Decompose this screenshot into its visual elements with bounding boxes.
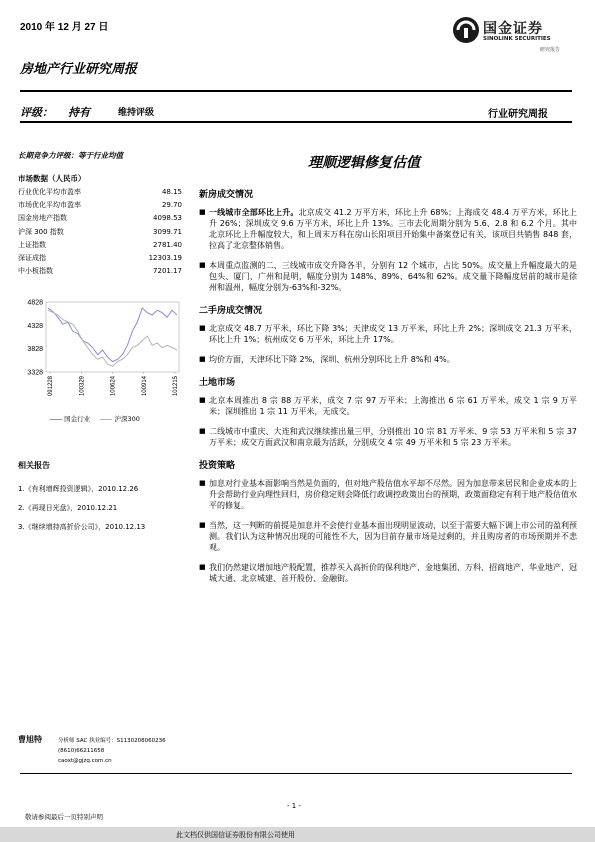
bullet-item [197, 354, 577, 365]
market-value: 2781.40 [153, 240, 182, 249]
section-title: 土地市场 [199, 378, 236, 388]
market-row [18, 265, 182, 278]
related-report-link[interactable]: 3.《继续增持高折价公司》，2010.12.13 [18, 523, 146, 531]
bullet-text: 当然，这一判断的前提是加息并不会使行业基本面出现明显波动，以至于需要大幅下调上市公司的盈利预测。我们认为这种情况出现的可能性不大，因为目前存量市场是过剩的，并且购房者的市场预期并不悲观。 [209, 521, 577, 552]
bullet-item [197, 260, 577, 293]
bullet-square-icon: ■ [199, 208, 206, 216]
market-label: 上证指数 [18, 240, 46, 249]
related-reports-list [18, 484, 183, 541]
logo-subtitle: 研究报告 [540, 47, 561, 53]
series-line-hs300 [48, 310, 177, 366]
main-title: 理顺逻辑修复估值 [308, 155, 420, 171]
market-data-table [18, 185, 182, 278]
related-report-link[interactable]: 2.《再现日光盘》，2010.12.21 [18, 504, 118, 512]
footer-divider [20, 773, 572, 774]
logo-text-en: SINOLINK SECURITIES [483, 36, 551, 42]
bullet-text: 二线城市中重庆、大连和武汉继续推出量三甲，分别推出 10 宗 81 万平米、9 宗 53 万平米和 5 宗 37 万平米；成交方面武汉和南京最为活跃，分别成交 4 宗 49 万平米和 5 宗 23 万平米。 [209, 427, 577, 447]
analyst-cert: 分析师 SAC 执业编号：S1130208060236 [58, 738, 166, 744]
legend-swatch-hs300 [100, 419, 112, 420]
x-tick-label: 101215 [173, 376, 179, 397]
series-line-industry [48, 308, 177, 362]
disclaimer: 敬请参阅最后一页特别声明 [25, 813, 103, 821]
sinolink-logo-icon [452, 16, 480, 44]
bullet-text: 北京成交 48.7 万平米，环比下降 3%；天津成交 13 万平米，环比上升 2%；深圳成交 21.3 万平米，环比上升 1%；杭州成交 6 万平米，环比上升 17%。 [209, 324, 577, 344]
x-tick-label: 100624 [110, 376, 117, 397]
bullet-square-icon: ■ [199, 563, 206, 571]
x-tick-label: 100914 [141, 376, 148, 397]
market-label: 中小板指数 [18, 267, 53, 276]
bullet-item [197, 207, 577, 251]
market-row [18, 185, 182, 198]
market-label: 国金房地产指数 [18, 214, 67, 223]
bullet-item [197, 395, 577, 417]
rating-divider [20, 121, 572, 123]
market-row [18, 198, 182, 211]
bullet-text: 我们仍然建议增加地产股配置，推荐买入高折价的保利地产、金地集团、万科、招商地产、华业地产、冠城大通、北京城建、首开股份、金融街。 [209, 563, 577, 583]
analyst-phone: (8610)66211658 [58, 748, 105, 754]
legend-swatch-industry [50, 419, 62, 420]
bullet-text: 均价方面，天津环比下降 2%，深圳、杭州分别环比上升 8%和 4%。 [209, 355, 455, 364]
bullet-item [197, 478, 577, 511]
y-tick-label: 3828 [27, 346, 43, 354]
market-value: 3099.71 [153, 227, 182, 236]
bullet-item [197, 426, 577, 448]
bullet-item [197, 562, 577, 584]
logo-text-cn: 国金证券 [483, 21, 543, 37]
x-tick-label: 100329 [79, 376, 86, 397]
footer-band [0, 827, 595, 842]
market-label: 市场优化平均市盈率 [18, 200, 81, 209]
analyst-info [58, 736, 166, 766]
market-row [18, 212, 182, 225]
bullet-square-icon: ■ [199, 355, 206, 363]
rating-note: 维持评级 [118, 108, 155, 118]
bullet-lead: 一线城市全部环比上升。 [209, 208, 299, 217]
long-term-rating: 长期竞争力评级：等于行业均值 [18, 151, 123, 160]
report-type: 行业研究周报 [488, 109, 548, 120]
market-value: 4098.53 [153, 214, 182, 223]
y-tick-label: 4328 [27, 322, 43, 330]
legend-label-hs300: 沪深300 [114, 415, 140, 423]
market-label: 沪深 300 指数 [18, 227, 64, 236]
bullet-item [197, 520, 577, 553]
section-title: 新房成交情况 [199, 190, 254, 200]
market-row [18, 225, 182, 238]
market-value: 48.15 [161, 187, 182, 196]
main-content [197, 190, 577, 597]
market-data-title: 市场数据（人民币） [18, 174, 86, 183]
market-label: 深证成指 [18, 254, 46, 263]
market-value: 29.70 [161, 200, 182, 209]
bullet-item [197, 323, 577, 345]
report-title: 房地产行业研究周报 [20, 62, 138, 77]
bullet-square-icon: ■ [199, 324, 206, 332]
market-label: 行业优化平均市盈率 [18, 187, 81, 196]
bullet-square-icon: ■ [199, 396, 206, 404]
section-title: 投资策略 [199, 461, 236, 471]
header-divider [20, 90, 572, 92]
footer-usage-note: 此文档仅供国信证券股份有限公司使用 [176, 831, 295, 839]
bullet-text: 北京成交 41.2 万平方米，环比上升 68%；上海成交 48.4 万平方米，环比上升 26%；深圳成交 9.6 万平方米，环比上升 13%。三市去化周期分别为 5.6、2.8 和 6.2 个月。其中北京环比上升幅度较大，和上周末万科在房山长阳项目开始集中备案登记有关，该项目共销售 848 套，拉高了北京整体销售。 [209, 208, 577, 250]
report-date: 2010 年 12 月 27 日 [20, 22, 109, 33]
related-report-link[interactable]: 1.《有利增辉投资逻辑》，2010.12.26 [18, 485, 139, 493]
bullet-text: 本周重点监测的二、三线城市成交升降各半，分别有 12 个城市，占比 50%。成交量上升幅度最大的是包头、厦门、广州和昆明，幅度分别为 148%、89%、64%和 62%。成交量下降幅度居前的城市是徐州和温州，幅度分别为-63%和-32%。 [209, 261, 577, 292]
bullet-square-icon: ■ [199, 427, 206, 435]
analyst-name: 曹旭特 [18, 735, 42, 744]
y-tick-label: 4828 [27, 299, 43, 307]
bullet-square-icon: ■ [199, 261, 206, 269]
chart-legend [50, 414, 140, 423]
analyst-email[interactable]: caoxt@gjzq.com.cn [58, 758, 112, 764]
market-row [18, 251, 182, 264]
bullet-text: 北京本周推出 8 宗 88 万平米，成交 7 宗 97 万平米；上海推出 6 宗 61 万平米，成交 1 宗 9 万平米；深圳推出 1 宗 11 万平米，无成交。 [209, 396, 577, 416]
y-tick-label: 3328 [27, 369, 43, 377]
related-reports-title: 相关报告 [18, 461, 50, 470]
section-title: 二手房成交情况 [199, 306, 263, 316]
market-value: 7201.17 [153, 267, 182, 276]
page-number: - 1 - [287, 802, 301, 810]
rating-value: 持有 [68, 106, 90, 119]
market-value: 12303.19 [148, 254, 182, 263]
legend-label-industry: 国金行业 [64, 415, 91, 423]
bullet-square-icon: ■ [199, 521, 206, 529]
bullet-square-icon: ■ [199, 479, 206, 487]
bullet-text: 加息对行业基本面影响当然是负面的，但对地产股估值水平却不尽然。因为加息带来居民和企业成本的上升会帮助行业向理性回归，房价稳定则会降低行政调控政策出台的预期，政策面稳定有利于地产股估值水平的修复。 [209, 479, 577, 510]
rating-label: 评级： [20, 106, 53, 119]
index-line-chart [14, 292, 184, 424]
market-row [18, 238, 182, 251]
x-tick-label: 091228 [48, 376, 54, 397]
